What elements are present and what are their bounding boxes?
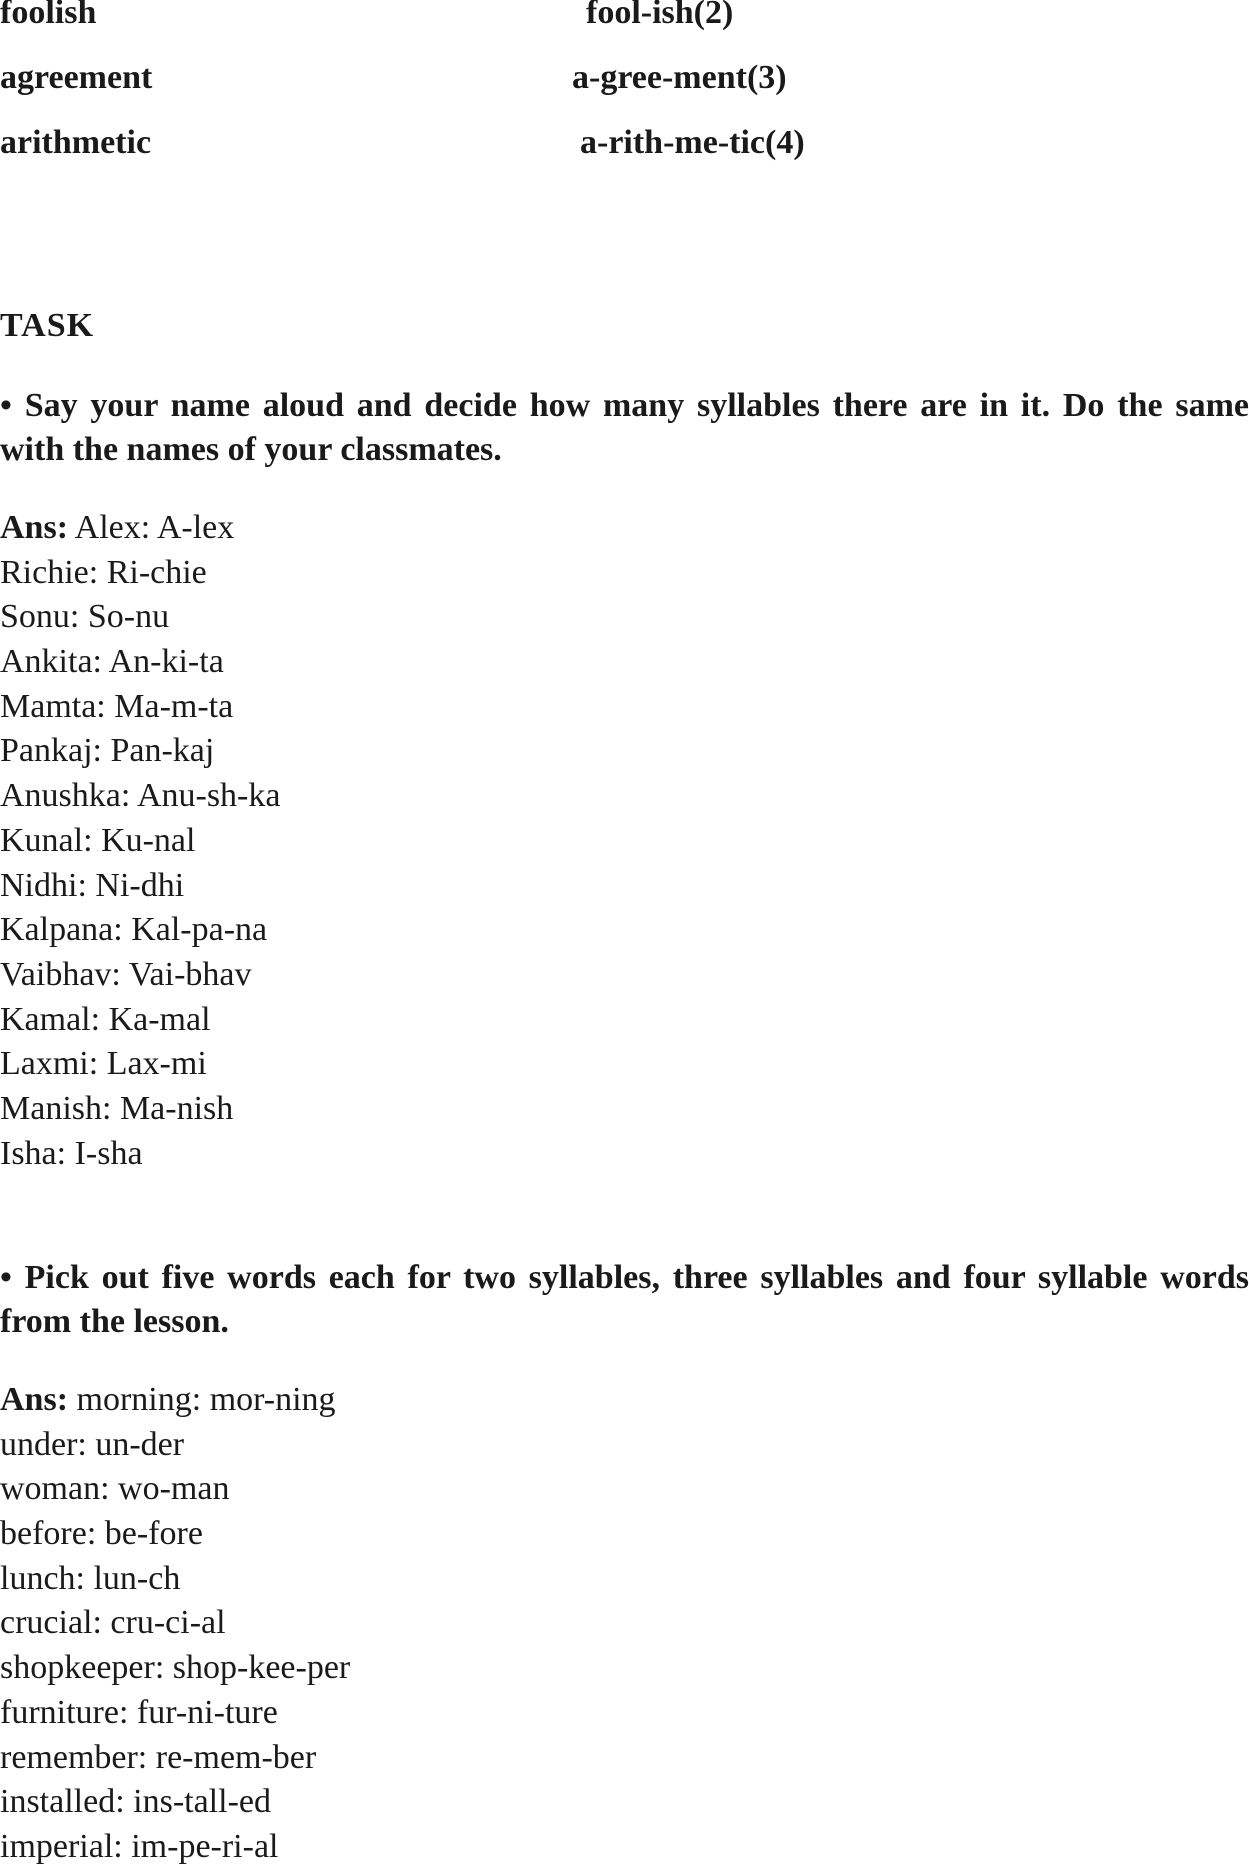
answer-item: Nidhi: Ni-dhi	[0, 866, 185, 904]
answer-item: Ankita: An-ki-ta	[0, 643, 224, 681]
answer-item: imperial: im-pe-ri-al	[0, 1827, 279, 1865]
example-syllable-split: a-gree-ment(3)	[572, 59, 787, 96]
task2-answer-list	[0, 1378, 350, 1870]
example-syllable-split: a-rith-me-tic(4)	[580, 124, 805, 161]
answer-item: Laxmi: Lax-mi	[0, 1045, 207, 1083]
example-word: agreement	[0, 59, 153, 96]
answer-item: Anushka: Anu-sh-ka	[0, 777, 281, 815]
answer-item: Mamta: Ma-m-ta	[0, 687, 234, 725]
example-word: foolish	[0, 0, 97, 31]
answer-item: shopkeeper: shop-kee-per	[0, 1649, 351, 1687]
syllable-example-row	[0, 121, 1249, 165]
task1-question: • Say your name aloud and decide how many syllables there are in it. Do the same with the names of your classmates.	[0, 387, 1249, 468]
answer-item: lunch: lun-ch	[0, 1559, 181, 1597]
answer-item: remember: re-mem-ber	[0, 1738, 317, 1776]
answer-item: Manish: Ma-nish	[0, 1089, 234, 1127]
answer-item: Pankaj: Pan-kaj	[0, 732, 215, 770]
answer-item	[0, 1378, 350, 1423]
answer-item: Kamal: Ka-mal	[0, 1000, 211, 1038]
answer-item: Kunal: Ku-nal	[0, 821, 196, 859]
answer-item: Kalpana: Kal-pa-na	[0, 911, 268, 949]
answer-text: morning: mor-ning	[76, 1381, 336, 1418]
answer-prefix: Ans:	[0, 1381, 69, 1418]
answer-item: crucial: cru-ci-al	[0, 1604, 226, 1642]
syllable-example-row	[0, 0, 1249, 35]
answer-item: furniture: fur-ni-ture	[0, 1693, 278, 1731]
answer-item: before: be-fore	[0, 1515, 203, 1553]
answer-prefix: Ans:	[0, 509, 69, 546]
answer-item: installed: ins-tall-ed	[0, 1783, 271, 1821]
answer-item	[0, 506, 280, 551]
answer-item: woman: wo-man	[0, 1470, 230, 1508]
answer-item: under: un-der	[0, 1425, 185, 1463]
example-word: arithmetic	[0, 124, 152, 161]
syllable-example-row	[0, 56, 1249, 100]
answer-text: Alex: A-lex	[74, 509, 235, 546]
answer-item: Vaibhav: Vai-bhav	[0, 955, 252, 993]
answer-item: Sonu: So-nu	[0, 598, 170, 636]
task2-question: • Pick out five words each for two syllables, three syllables and four syllable words from the lesson.	[0, 1259, 1249, 1340]
task-heading: TASK	[0, 307, 95, 344]
answer-item: Richie: Ri-chie	[0, 553, 207, 591]
example-syllable-split: fool-ish(2)	[586, 0, 734, 31]
task1-answer-list	[0, 506, 280, 1176]
answer-item: Isha: I-sha	[0, 1134, 143, 1172]
